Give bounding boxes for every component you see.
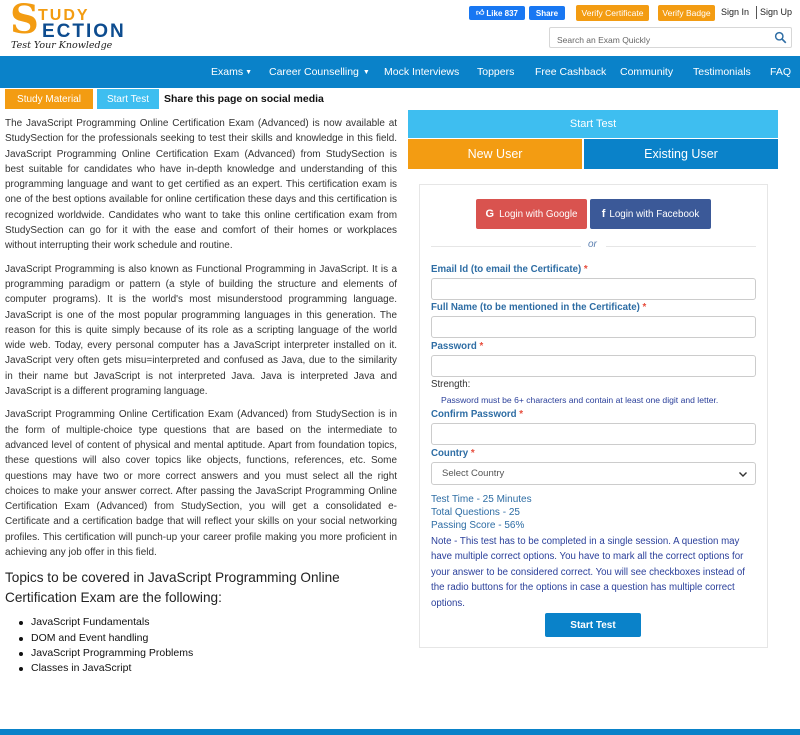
facebook-like-button[interactable]: [469, 6, 525, 20]
password-field[interactable]: [431, 355, 756, 377]
logo-s: S: [10, 0, 39, 43]
required-mark: *: [470, 448, 475, 459]
study-material-tab[interactable]: Study Material: [5, 89, 93, 109]
start-test-header: Start Test: [408, 110, 778, 138]
fullname-label-text: Full Name (to be mentioned in the Certificate): [431, 302, 640, 313]
country-label: [431, 448, 475, 459]
or-divider-right: [606, 246, 756, 247]
country-select[interactable]: [431, 462, 756, 485]
topics-list: [5, 615, 397, 676]
password-strength-label: Strength:: [431, 379, 471, 390]
start-test-submit-button[interactable]: Start Test: [545, 613, 641, 637]
topic-item: Classes in JavaScript: [19, 661, 397, 676]
new-user-tab[interactable]: New User: [408, 139, 582, 169]
topic-item: DOM and Event handling: [19, 631, 397, 646]
nav-testimonials[interactable]: Testimonials: [693, 66, 751, 78]
facebook-like-label: Like 837: [486, 8, 518, 18]
nav-mock-interviews[interactable]: Mock Interviews: [384, 66, 460, 78]
topic-item: JavaScript Programming Problems: [19, 646, 397, 661]
email-label: [431, 264, 588, 275]
password-label: [431, 341, 483, 352]
existing-user-tab[interactable]: Existing User: [584, 139, 778, 169]
passing-score-info: Passing Score - 56%: [431, 520, 525, 531]
nav-community[interactable]: Community: [620, 66, 674, 78]
search-icon[interactable]: [774, 31, 787, 44]
required-mark: *: [519, 409, 524, 420]
login-facebook-label: Login with Facebook: [609, 208, 700, 220]
nav-career-label: Career Counselling: [269, 66, 359, 78]
confirm-password-label: [431, 409, 523, 420]
email-label-text: Email Id (to email the Certificate): [431, 264, 582, 275]
country-label-text: Country: [431, 448, 469, 459]
site-header: [0, 0, 800, 55]
or-text: or: [588, 239, 597, 250]
sign-up-link[interactable]: Sign Up: [760, 7, 793, 17]
nav-exams[interactable]: [211, 56, 252, 88]
password-hint: Password must be 6+ characters and contain at least one digit and letter.: [441, 395, 719, 405]
logo-tagline: Test Your Knowledge: [11, 40, 113, 51]
verify-certificate-button[interactable]: Verify Certificate: [576, 5, 649, 21]
sign-in-link[interactable]: Sign In: [721, 7, 750, 17]
thumbs-up-icon: 👍︎: [476, 8, 485, 17]
required-mark: *: [583, 264, 588, 275]
chevron-down-icon: [738, 469, 748, 479]
nav-toppers[interactable]: Toppers: [477, 66, 515, 78]
share-social-text: Share this page on social media: [164, 93, 324, 105]
exam-description: [5, 116, 397, 676]
login-facebook-button[interactable]: [590, 199, 711, 229]
description-paragraph: JavaScript Programming is also known as Functional Programming in JavaScript. It is a programming paradigm or pattern (a style of building the structure and elements of computer programs). It is the world's most misunderstood programming language. JavaScript is one of the most popular programming languages in this generation. The reason for this is quite simply because of its role as a scripting language of the world wide web. Today, every personal computer has a JavaScript interpreter installed on it. JavaScript very often gets misu=interpreted and confused as Java, due to the similarity in their name but JavaScript is not interpreted Java. Java is interpreted Java and JavaScript is a different programing language.: [5, 263, 397, 398]
confirm-password-field[interactable]: [431, 423, 756, 445]
logo-study: TUDY: [38, 7, 90, 24]
nav-career-counselling[interactable]: [269, 56, 370, 88]
exam-search-input[interactable]: [550, 31, 765, 50]
country-selected-value: Select Country: [442, 468, 505, 479]
logo-section: ECTION: [42, 21, 126, 42]
caret-down-icon: ▼: [245, 68, 253, 76]
verify-badge-button[interactable]: Verify Badge: [658, 5, 715, 21]
description-paragraph: The JavaScript Programming Online Certification Exam (Advanced) is now available at StudySection for the professionals seeking to test their skills and knowledge in this field. JavaScript Programming Online Certification Exam (Advanced) from StudySection is best suitable for candidates who have in-depth knowledge and understanding of this programming language and want to get certified as an expert. This certification exam is one of the best options available for online certification these days and this certification is recognized worldwide. Candidates who want to take this online certification exam from StudySection can go for it with the ease and comfort of their homes or workplaces without interrupting their work schedule and routine.: [5, 118, 397, 252]
fullname-field[interactable]: [431, 316, 756, 338]
password-label-text: Password: [431, 341, 477, 352]
confirm-password-label-text: Confirm Password: [431, 409, 517, 420]
total-questions-info: Total Questions - 25: [431, 507, 520, 518]
header-divider: [756, 6, 757, 19]
nav-exams-label: Exams: [211, 66, 244, 78]
topics-heading: Topics to be covered in JavaScript Programming Online Certification Exam are the following:: [5, 570, 340, 605]
nav-free-cashback[interactable]: Free Cashback: [535, 66, 607, 78]
description-paragraph: JavaScript Programming Online Certification Exam (Advanced) from StudySection is in the form of multiple-choice type questions that are based on the intermediate to advanced level of content of physical and mental aptitude. Apart from foundation topics, these questions will also cover topics like objects, functions, references, etc. Some questions may have two or more correct answers and you must select all the right choices to make your answer correct. After passing the JavaScript Programming Online Certification Exam (Advanced) from StudySection, you will get a consolidated e-Certificate and a certification badge that will reflect your skills on your social networking profiles. This certification will punch-up your career profile making you more proficient in achieving any job offer in this field.: [5, 409, 397, 559]
fullname-label: [431, 302, 646, 313]
login-google-label: Login with Google: [499, 208, 578, 220]
start-test-tab[interactable]: Start Test: [97, 89, 159, 109]
test-time-info: Test Time - 25 Minutes: [431, 494, 532, 505]
facebook-icon: f: [601, 208, 606, 220]
caret-down-icon: ▼: [362, 68, 370, 76]
login-google-button[interactable]: [476, 199, 587, 229]
facebook-share-button[interactable]: Share: [529, 6, 565, 20]
email-field[interactable]: [431, 278, 756, 300]
test-note: Note - This test has to be completed in a single session. A question may have multiple correct options. You have to mark all the correct options for your answer to be considered correct. You will see checkboxes instead of the radio buttons for the options in case a question has multiple correct options.: [431, 536, 745, 609]
studysection-logo[interactable]: [8, 2, 128, 50]
main-navigation: [0, 56, 800, 88]
exam-search-box: [549, 27, 792, 48]
google-icon: G: [485, 208, 495, 220]
footer-strip: [0, 729, 800, 735]
nav-faq[interactable]: FAQ: [770, 66, 792, 78]
required-mark: *: [479, 341, 484, 352]
or-divider-left: [431, 246, 581, 247]
required-mark: *: [642, 302, 647, 313]
topic-item: JavaScript Fundamentals: [19, 615, 397, 630]
